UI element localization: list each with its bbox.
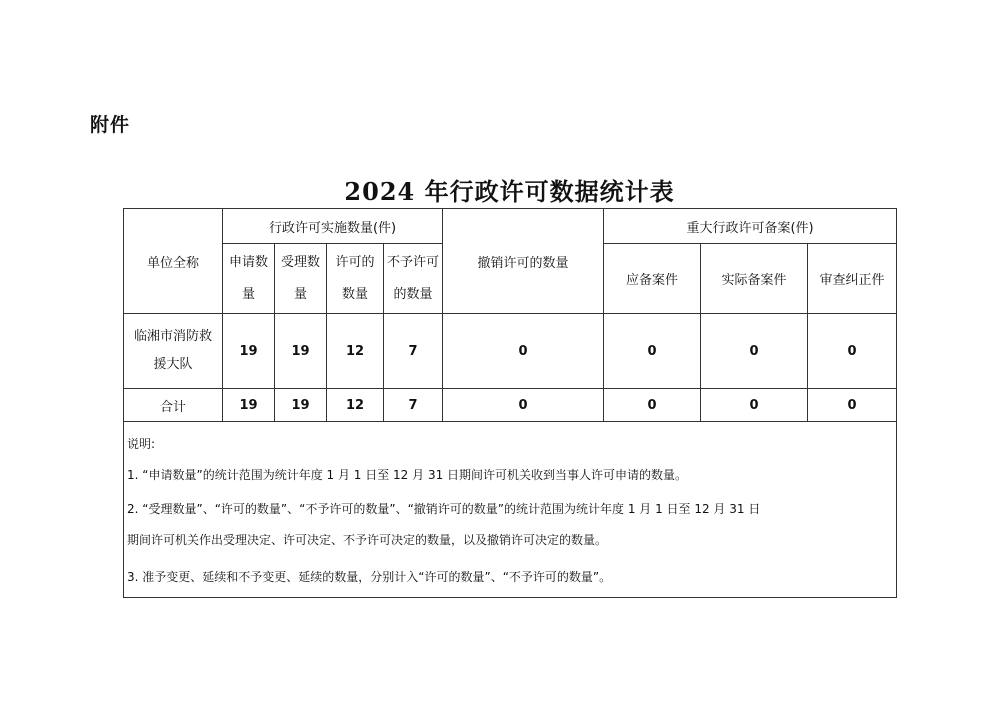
should-file-count: 0 xyxy=(604,314,701,389)
total-should-file: 0 xyxy=(604,389,701,422)
attachment-label: 附件 xyxy=(90,114,131,136)
total-review-correct: 0 xyxy=(808,389,897,422)
table-row xyxy=(124,314,897,389)
total-row xyxy=(124,389,897,422)
permit-count: 12 xyxy=(327,314,384,389)
total-label: 合计 xyxy=(124,389,223,422)
header-review-correct: 审查纠正件 xyxy=(808,244,897,314)
header-filing-group: 重大行政许可备案(件) xyxy=(604,209,897,244)
accept-count: 19 xyxy=(275,314,327,389)
header-accept-line2: 量 xyxy=(293,286,307,302)
unit-name-line1: 临湘市消防救 xyxy=(133,329,212,344)
page-title: 2024 年行政许可数据统计表 xyxy=(344,177,675,206)
header-permit-line1: 许可的 xyxy=(335,254,375,270)
note-2-line1: 2. “受理数量”、“许可的数量”、“不予许可的数量”、“撤销许可的数量”的统计范围为统计年度 1 月 1 日至 12 月 31 日 xyxy=(127,502,761,516)
header-deny-line1: 不予许可 xyxy=(387,254,440,270)
total-actual-file: 0 xyxy=(701,389,808,422)
notes-heading: 说明: xyxy=(127,437,156,451)
header-should-file: 应备案件 xyxy=(604,244,701,314)
notes-cell xyxy=(124,422,897,598)
deny-count: 7 xyxy=(384,314,443,389)
total-accept: 19 xyxy=(275,389,327,422)
actual-file-count: 0 xyxy=(701,314,808,389)
header-apply-line1: 申请数 xyxy=(228,254,268,270)
header-implementation-group: 行政许可实施数量(件) xyxy=(223,209,443,244)
header-apply xyxy=(223,244,275,314)
header-revoke: 撤销许可的数量 xyxy=(443,209,604,314)
total-apply: 19 xyxy=(223,389,275,422)
header-accept-line1: 受理数 xyxy=(280,254,320,270)
header-permit-line2: 数量 xyxy=(341,286,368,302)
header-deny xyxy=(384,244,443,314)
total-revoke: 0 xyxy=(443,389,604,422)
header-row-1 xyxy=(124,209,897,244)
header-accept xyxy=(275,244,327,314)
note-3: 3. 准予变更、延续和不予变更、延续的数量，分别计入“许可的数量”、“不予许可的数量”。 xyxy=(127,570,612,584)
header-actual-file: 实际备案件 xyxy=(701,244,808,314)
revoke-count: 0 xyxy=(443,314,604,389)
unit-name-cell xyxy=(124,314,223,389)
header-permit xyxy=(327,244,384,314)
statistics-table xyxy=(123,208,897,598)
review-correct-count: 0 xyxy=(808,314,897,389)
unit-name-line2: 援大队 xyxy=(153,357,193,372)
header-unit-name: 单位全称 xyxy=(124,209,223,314)
header-deny-line2: 的数量 xyxy=(393,286,433,302)
total-permit: 12 xyxy=(327,389,384,422)
header-apply-line2: 量 xyxy=(241,286,255,302)
total-deny: 7 xyxy=(384,389,443,422)
note-1: 1. “申请数量”的统计范围为统计年度 1 月 1 日至 12 月 31 日期间许可机关收到当事人许可申请的数量。 xyxy=(127,468,688,482)
note-2-line2: 期间许可机关作出受理决定、许可决定、不予许可决定的数量，以及撤销许可决定的数量。 xyxy=(127,533,608,547)
notes-row xyxy=(124,422,897,598)
apply-count: 19 xyxy=(223,314,275,389)
